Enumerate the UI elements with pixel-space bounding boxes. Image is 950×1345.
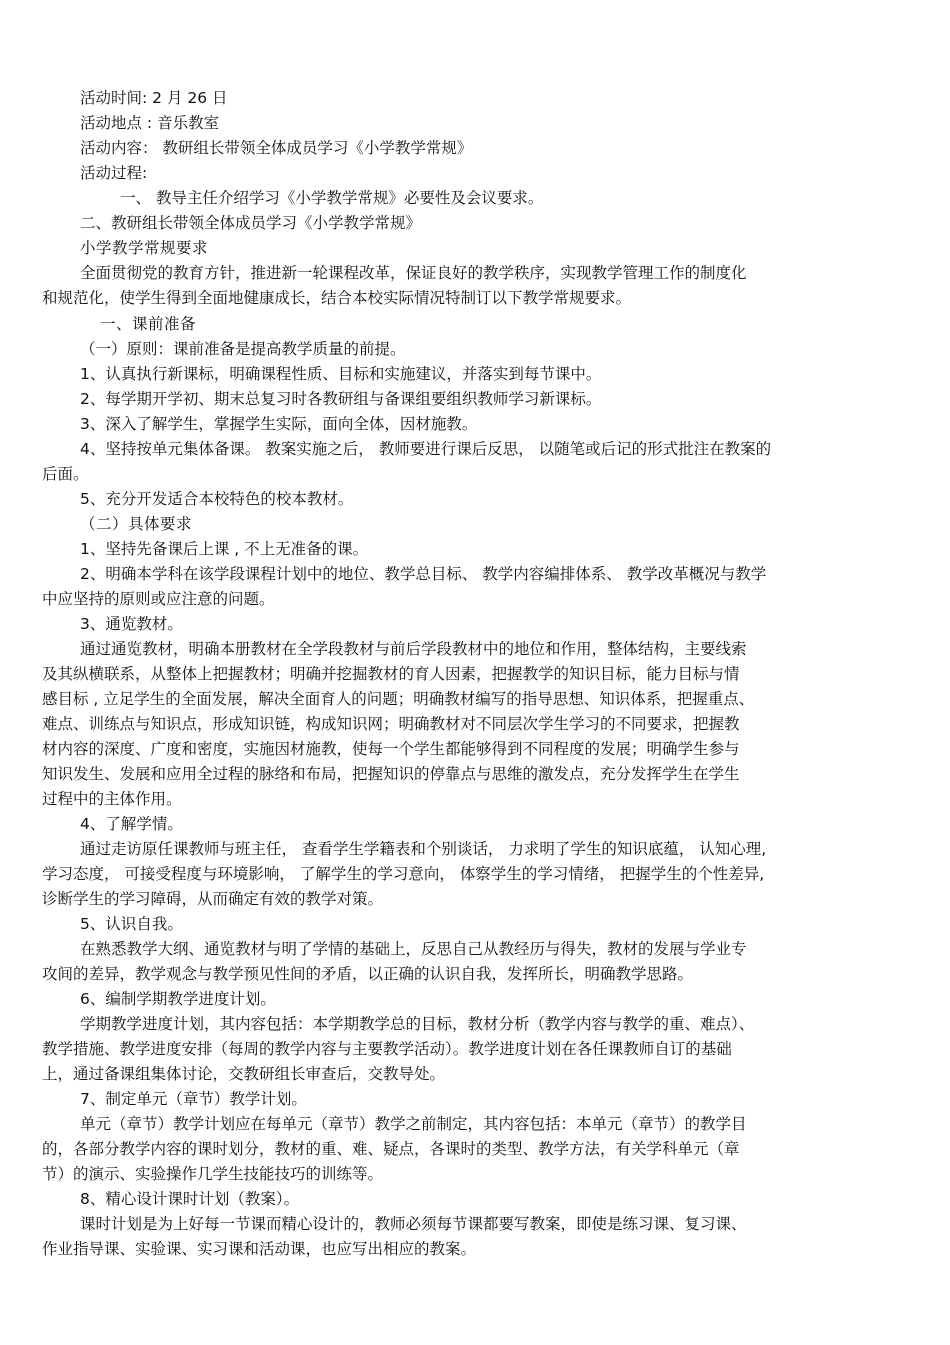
requirement-7: 7、制定单元（章节）教学计划。 <box>80 1090 307 1108</box>
requirement-3: 3、通览教材。 <box>80 615 183 633</box>
requirement-3-body-3: 感目标 , 立足学生的全面发展，解决全面育人的问题；明确教材编写的指导思想、知识体系，把握重点、 <box>42 690 755 708</box>
requirement-3-body-1: 通过通览教材，明确本册教材在全学段教材与前后学段教材中的地位和作用，整体结构，主要线索 <box>80 640 747 658</box>
principle-item-2: 2、每学期开学初、期末总复习时各教研组与备课组要组织教师学习新课标。 <box>80 390 602 408</box>
requirement-3-body-5: 材内容的深度、广度和密度，实施因材施教，使每一个学生都能够得到不同程度的发展；明确学生参与 <box>42 740 740 758</box>
requirement-3-body-2: 及其纵横联系，从整体上把握教材；明确并挖掘教材的育人因素，把握教学的知识目标，能力目标与情 <box>42 665 740 683</box>
requirement-5-body-1: 在熟悉教学大纲、通览教材与明了学情的基础上，反思自己从教经历与得失，教材的发展与学业专 <box>80 940 747 958</box>
requirement-4-body-1: 通过走访原任课教师与班主任， 查看学生学籍表和个别谈话， 力求明了学生的知识底蕴， 认知心理, <box>80 840 767 858</box>
requirement-7-body-1: 单元（章节）教学计划应在每单元（章节）教学之前制定，其内容包括：本单元（章节）的教学目 <box>80 1115 747 1133</box>
requirement-8-body-1: 课时计划是为上好每一节课而精心设计的，教师必须每节课都要写教案，即使是练习课、复习课、 <box>80 1215 747 1233</box>
activity-process-label: 活动过程: <box>80 164 148 182</box>
principle-item-4: 4、坚持按单元集体备课。 教案实施之后， 教师要进行课后反思， 以随笔或后记的形式批注在教案的 <box>80 440 772 458</box>
requirement-6: 6、编制学期教学进度计划。 <box>80 990 276 1008</box>
principle-item-1: 1、认真执行新课标，明确课程性质、目标和实施建议，并落实到每节课中。 <box>80 365 602 383</box>
activity-content: 活动内容： 教研组长带领全体成员学习《小学教学常规》 <box>80 139 473 157</box>
requirement-4-body-2: 学习态度， 可接受程度与环境影响， 了解学生的学习意向， 体察学生的学习情绪， 把握学生的个性差异, <box>42 865 765 883</box>
requirement-3-body-7: 过程中的主体作用。 <box>42 790 182 808</box>
intro-line-1: 全面贯彻党的教育方针，推进新一轮课程改革，保证良好的教学秩序，实现教学管理工作的制度化 <box>80 264 747 282</box>
requirement-6-body-2: 教学措施、教学进度安排（每周的教学内容与主要教学活动）。教学进度计划在各任课教师自订的基础 <box>42 1040 732 1058</box>
requirement-5-body-2: 攻间的差异，教学观念与教学预见性间的矛盾，以正确的认识自我，发挥所长，明确教学思路。 <box>42 965 694 983</box>
requirement-5: 5、认识自我。 <box>80 915 183 933</box>
requirement-3-body-4: 难点、训练点与知识点，形成知识链，构成知识网；明确教材对不同层次学生学习的不同要求，把握教 <box>42 715 740 733</box>
requirement-1: 1、坚持先备课后上课 , 不上无准备的课。 <box>80 540 369 558</box>
regulation-title: 小学教学常规要求 <box>80 239 209 257</box>
requirement-7-body-3: 节）的演示、实验操作几学生技能技巧的训练等。 <box>42 1165 384 1183</box>
process-step-1: 一、 教导主任介绍学习《小学教学常规》必要性及会议要求。 <box>120 189 544 207</box>
principle-title: （一）原则：课前准备是提高教学质量的前提。 <box>80 340 406 358</box>
requirement-4-body-3: 诊断学生的学习障碍，从而确定有效的教学对策。 <box>42 890 384 908</box>
requirement-8: 8、精心设计课时计划（教案）。 <box>80 1190 300 1208</box>
requirement-3-body-6: 知识发生、发展和应用全过程的脉络和布局，把握知识的停靠点与思维的激发点，充分发挥学生在学生 <box>42 765 740 783</box>
requirement-8-body-2: 作业指导课、实验课、实习课和活动课，也应写出相应的教案。 <box>42 1240 477 1258</box>
principle-item-5: 5、充分开发适合本校特色的校本教材。 <box>80 490 354 508</box>
requirement-7-body-2: 的，各部分教学内容的课时划分，教材的重、难、疑点，各课时的类型、教学方法，有关学科单元（章 <box>42 1140 740 1158</box>
requirement-4: 4、了解学情。 <box>80 815 183 833</box>
section-1-title: 一、课前准备 <box>100 315 197 333</box>
requirements-title: （二）具体要求 <box>80 515 193 533</box>
principle-item-3: 3、深入了解学生，掌握学生实际，面向全体，因材施教。 <box>80 415 478 433</box>
requirement-2: 2、明确本学科在该学段课程计划中的地位、教学总目标、 教学内容编排体系、 教学改革概况与教学 <box>80 565 767 583</box>
activity-place: 活动地点 : 音乐教室 <box>80 114 220 132</box>
requirement-6-body-1: 学期教学进度计划，其内容包括：本学期教学总的目标，教材分析（教学内容与教学的重、难点）、 <box>80 1015 755 1033</box>
requirement-2-cont: 中应坚持的原则或应注意的问题。 <box>42 590 275 608</box>
activity-time: 活动时间: 2 月 26 日 <box>80 89 228 107</box>
process-step-2: 二、教研组长带领全体成员学习《小学教学常规》 <box>80 214 422 232</box>
requirement-6-body-3: 上，通过备课组集体讨论，交教研组长审查后，交教导处。 <box>42 1065 446 1083</box>
principle-item-4-cont: 后面。 <box>42 465 89 483</box>
intro-line-2: 和规范化，使学生得到全面地健康成长，结合本校实际情况特制订以下教学常规要求。 <box>42 289 632 307</box>
